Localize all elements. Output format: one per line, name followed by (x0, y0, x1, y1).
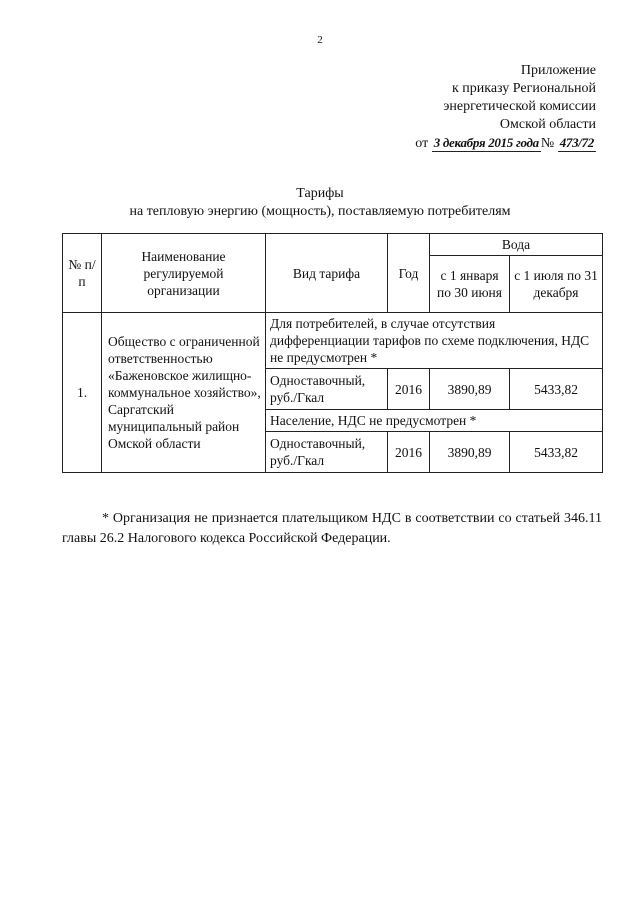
organization-name: Общество с ограниченной ответственностью «Баженовское жилищно-коммунальное хозяйство», Саргатский муниципальный район Омской области (102, 313, 266, 473)
subtitle-line: на тепловую энергию (мощность), поставляемую потребителям (129, 204, 511, 219)
value-period-1: 3890,89 (430, 432, 510, 473)
header-number: № п/п (63, 234, 102, 313)
appendix-line: к приказу Региональной (451, 81, 596, 96)
header-organization: Наименование регулируемой организации (102, 234, 266, 313)
from-label: от (415, 136, 429, 151)
order-reference (415, 135, 596, 153)
header-tariff-type: Вид тарифа (266, 234, 388, 313)
number-label: № (540, 136, 555, 151)
document-title (0, 185, 640, 221)
table-row (63, 313, 603, 369)
title-line: Тарифы (296, 186, 344, 201)
handwritten-date: 3 декабря 2015 года (433, 135, 539, 150)
handwritten-order-number: 473/72 (559, 135, 594, 150)
value-period-1: 3890,89 (430, 369, 510, 410)
header-water: Вода (430, 234, 603, 256)
tariff-type-cell: Одноставочный, руб./Гкал (266, 369, 388, 410)
header-period-2: с 1 июля по 31 декабря (510, 256, 603, 313)
page-number: 2 (317, 34, 323, 46)
footnote: * Организация не признается плательщиком НДС в соответствии со статьей 346.11 главы 26.2 Налогового кодекса Российской Федерации. (62, 511, 602, 546)
header-year: Год (388, 234, 430, 313)
row-number: 1. (63, 313, 102, 473)
header-period-1: с 1 января по 30 июня (430, 256, 510, 313)
tariff-type-cell: Одноставочный, руб./Гкал (266, 432, 388, 473)
year-cell: 2016 (388, 369, 430, 410)
appendix-block (415, 62, 596, 153)
section-population: Население, НДС не предусмотрен * (266, 410, 603, 432)
appendix-line: Омской области (499, 117, 596, 132)
appendix-line: энергетической комиссии (443, 99, 596, 114)
appendix-line: Приложение (520, 63, 596, 78)
value-period-2: 5433,82 (510, 369, 603, 410)
header-row (63, 234, 603, 256)
tariff-table (62, 233, 603, 473)
year-cell: 2016 (388, 432, 430, 473)
value-period-2: 5433,82 (510, 432, 603, 473)
section-consumers: Для потребителей, в случае отсутствия дифференциации тарифов по схеме подключения, НДС не предусмотрен * (266, 313, 603, 369)
